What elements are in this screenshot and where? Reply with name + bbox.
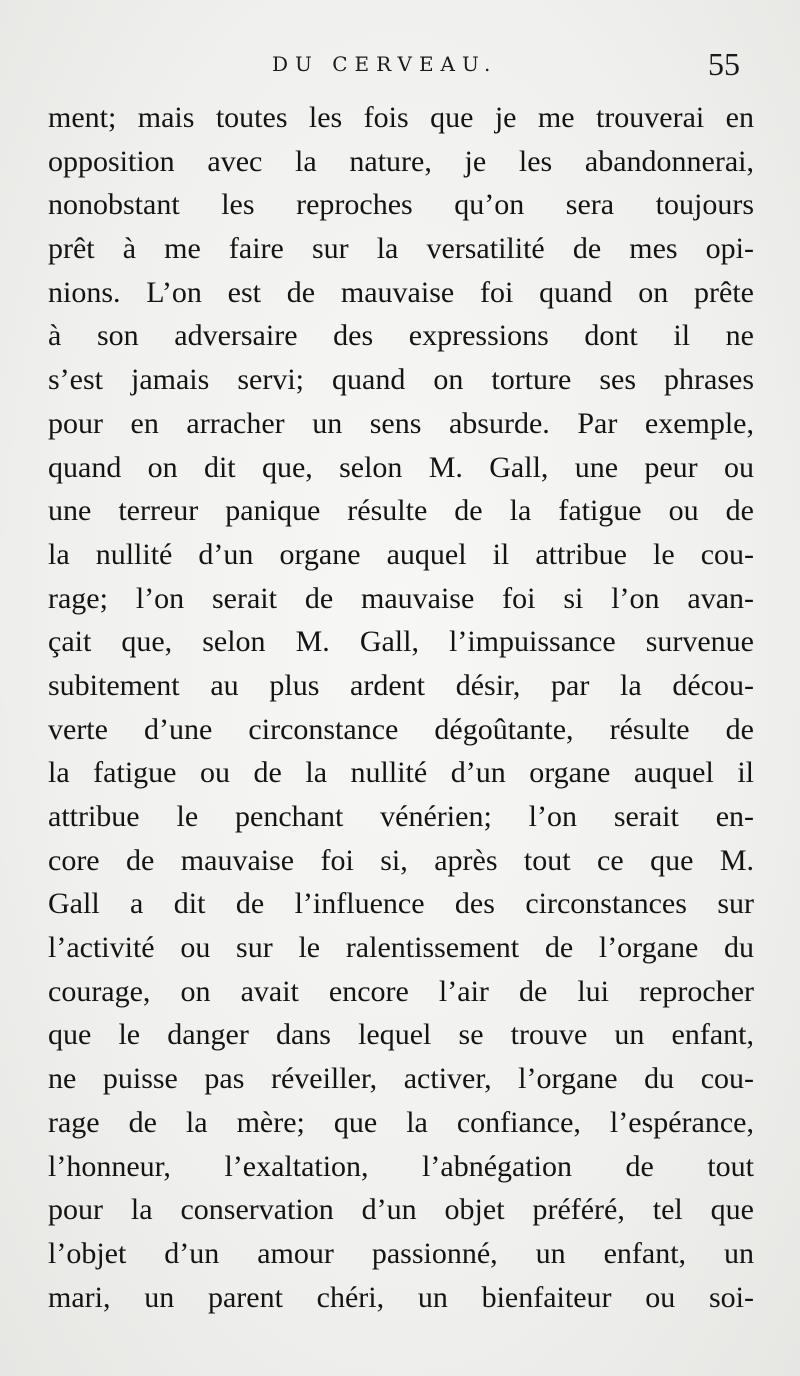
text-line: rage; l’on serait de mauvaise foi si l’on avan- [48, 581, 754, 615]
text-line: l’activité ou sur le ralentissement de l’organe du [48, 931, 754, 965]
text-line: pour la conservation d’un objet préféré, tel que [48, 1193, 754, 1227]
text-line: opposition avec la nature, je les abandonnerai, [48, 144, 754, 178]
text-line: quand on dit que, selon M. Gall, une peur ou [48, 450, 754, 484]
text-line: la nullité d’un organe auquel il attribue le cou- [48, 537, 754, 571]
text-line: subitement au plus ardent désir, par la décou- [48, 668, 754, 702]
text-line: pour en arracher un sens absurde. Par exemple, [48, 406, 754, 440]
text-line: la fatigue ou de la nullité d’un organe auquel il [48, 756, 754, 790]
page-header [0, 44, 800, 84]
text-line: courage, on avait encore l’air de lui reprocher [48, 974, 754, 1008]
text-line: ne puisse pas réveiller, activer, l’organe du cou- [48, 1062, 754, 1096]
text-line: que le danger dans lequel se trouve un enfant, [48, 1018, 754, 1052]
text-line: l’honneur, l’exaltation, l’abnégation de tout [48, 1149, 754, 1183]
text-line: prêt à me faire sur la versatilité de mes opi- [48, 232, 754, 266]
text-line: core de mauvaise foi si, après tout ce que M. [48, 843, 754, 877]
text-line: à son adversaire des expressions dont il ne [48, 319, 754, 353]
text-line: nions. L’on est de mauvaise foi quand on prête [48, 275, 754, 309]
text-line: verte d’une circonstance dégoûtante, résulte de [48, 712, 754, 746]
text-line: rage de la mère; que la confiance, l’espérance, [48, 1105, 754, 1139]
text-line: ment; mais toutes les fois que je me trouverai en [48, 101, 754, 134]
text-line: l’objet d’un amour passionné, un enfant, un [48, 1236, 754, 1270]
text-line: nonobstant les reproches qu’on sera toujours [48, 188, 754, 222]
text-line: attribue le penchant vénérien; l’on serait en- [48, 800, 754, 833]
running-title: DU CERVEAU. [272, 52, 498, 76]
text-line: une terreur panique résulte de la fatigue ou de [48, 494, 754, 528]
text-line: mari, un parent chéri, un bienfaiteur ou soi- [48, 1280, 754, 1314]
body-text [48, 96, 754, 1319]
page-number: 55 [708, 46, 740, 82]
text-line: Gall a dit de l’influence des circonstances sur [48, 887, 754, 921]
text-line: çait que, selon M. Gall, l’impuissance survenue [48, 625, 754, 659]
text-line: s’est jamais servi; quand on torture ses phrases [48, 363, 754, 397]
